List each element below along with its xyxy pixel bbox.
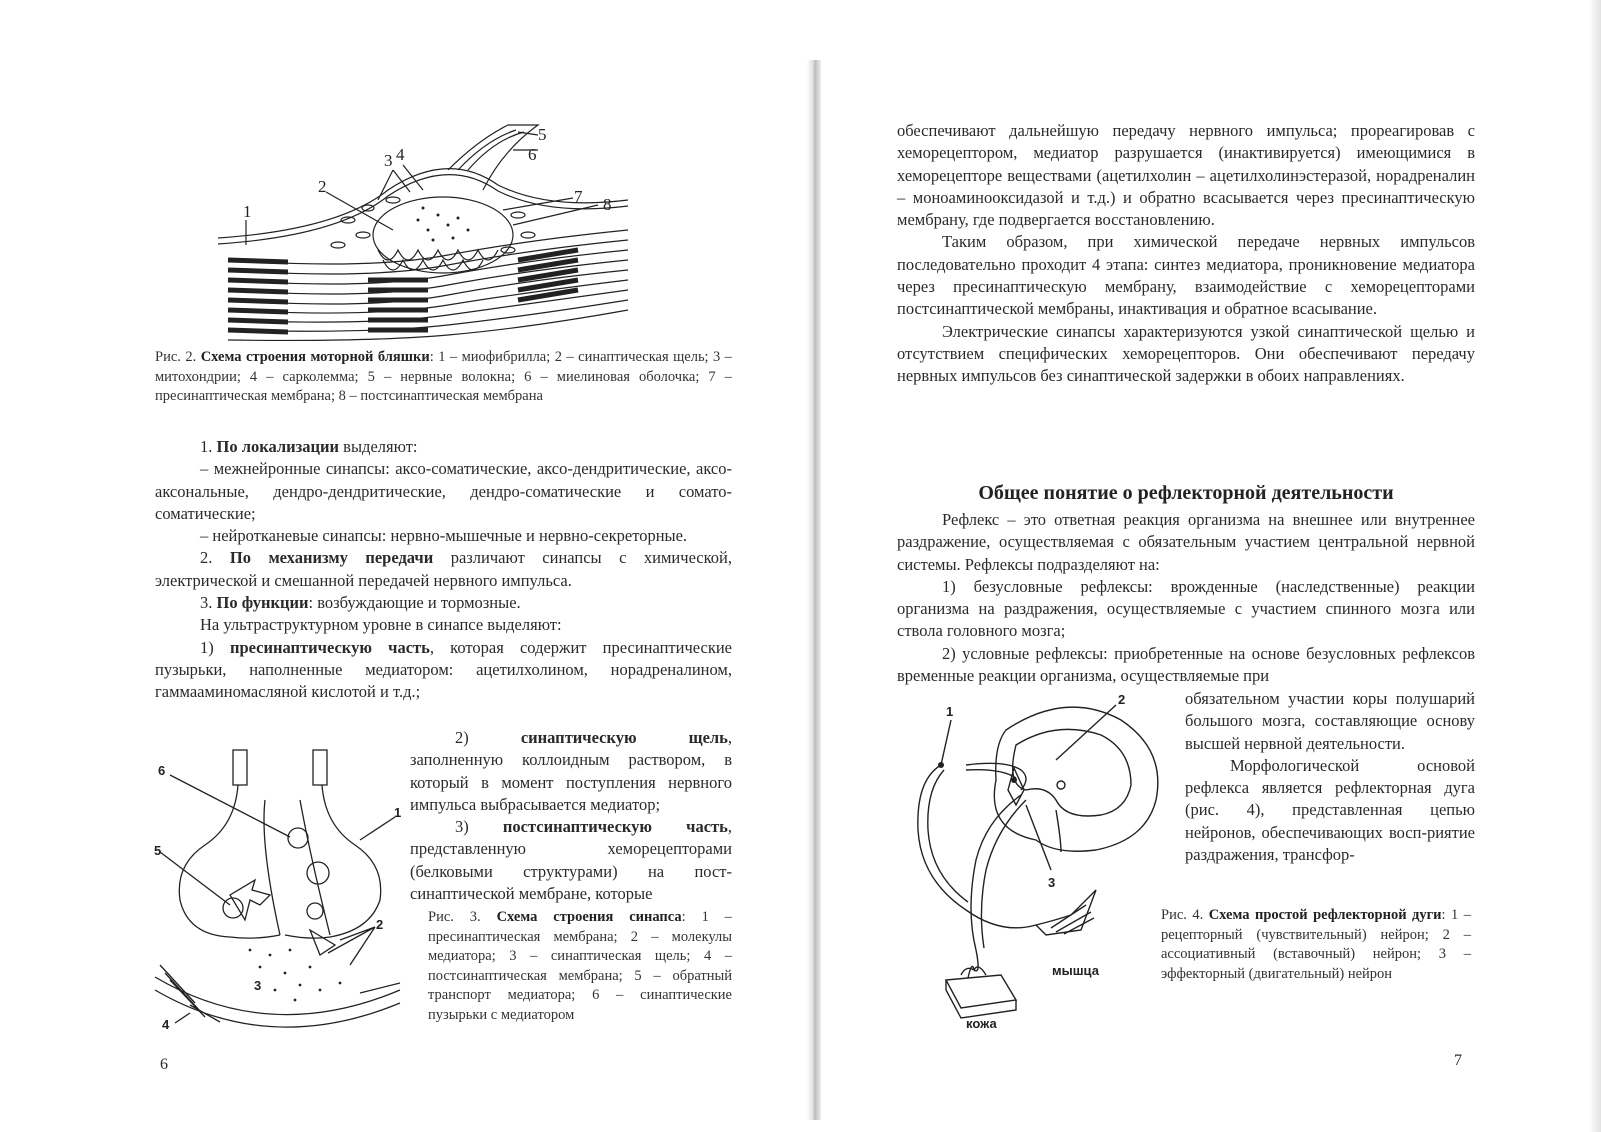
list-number: 1) (200, 637, 230, 657)
fig2-label-5: 5 (538, 125, 547, 144)
fig3-label-1: 1 (394, 805, 402, 820)
list-number: 3. (200, 593, 217, 613)
paragraph: обязательном участии коры полушарий большого мозга, составляющие основу высшей нервной деятельности. (1185, 689, 1475, 753)
paragraph (155, 592, 732, 614)
afferent-path (971, 795, 1021, 971)
fig2-label-4: 4 (396, 145, 405, 164)
section-heading: Общее понятие о рефлекторной деятельности (978, 482, 1394, 504)
paragraph: Рефлекс – это ответная реакция организма на внешнее или внутреннее раздражение, осуществляемая с обязательным участием центральной нервной системы. Рефлексы подразделяют на: (897, 510, 1475, 574)
paragraph (410, 727, 732, 816)
axon-wall-right (313, 750, 327, 785)
figure-3-caption (428, 908, 732, 1025)
paragraph: Таким образом, при химической передаче нервных импульсов последовательно проходит 4 этапа: синтез медиатора, проникновение медиатора через пресинаптическую мембрану, взаимодействие с хеморецепторами постсинаптической мембраны, инактивация и обратное всасывание. (897, 232, 1475, 319)
fig4-label-3: 3 (1048, 875, 1056, 890)
page-number: 7 (1454, 1052, 1462, 1069)
term: пресинаптическую часть (229, 637, 430, 657)
list-number: 2. (200, 548, 230, 568)
left-body-text-wrapped (410, 727, 732, 905)
figure-4-reflex-arc (906, 690, 1166, 1035)
fig3-label-4: 4 (162, 1017, 170, 1032)
paragraph: 2) условные рефлексы: приобретенные на основе безусловных рефлексов временные реакции организма, осуществляемые при (897, 643, 1475, 686)
axon-wall-left (233, 750, 247, 785)
skin-patch (946, 975, 1016, 1008)
fig2-label-6: 6 (528, 145, 537, 164)
reverse-transport-arrow (230, 880, 270, 920)
text-span: выделяют: (339, 437, 418, 456)
paragraph: Электрические синапсы характеризуются узкой синаптической щелью и отсутствием специфических хеморецепторов. Они обеспечивают передачу нервных импульсов без синаптической задержки в обоих направлениях. (897, 321, 1475, 386)
paragraph: обеспечивают дальнейшую передачу нервного импульса; прореагировав с хеморецептором, медиатор разрушается (инактивируется) имеющимися в хеморецепторе веществами (ацетилхолин – ацетилхолинэстеразой, норадреналин – моноаминооксидазой и т.д.) и обратно всасывается через пресинаптическую мембрану, где подвергается восстановлению. (897, 121, 1475, 230)
term: По локализации (216, 437, 340, 456)
term: По функции (216, 593, 309, 613)
right-body-text-top (897, 120, 1475, 388)
motor-plaque-diagram (218, 120, 638, 348)
caption-title: Схема простой рефлекторной дуги (1208, 907, 1442, 923)
fig3-label-2: 2 (376, 917, 384, 932)
term: синаптическую щель (520, 728, 728, 747)
sensory-fibre (918, 765, 1036, 928)
paragraph: – межнейронные синапсы: аксо-соматические, аксо-дендритические, аксо-аксональные, дендро-дендритические, дендро-соматические и сомато-соматические; (155, 459, 732, 523)
myofibril-bands (228, 230, 628, 340)
folded-membrane (378, 250, 498, 260)
text-span: различают синапсы с химической, электрической и смешанной передачей нервного импульса. (155, 548, 733, 590)
fig2-label-2: 2 (318, 177, 327, 196)
caption-prefix: Рис. 2. (155, 349, 201, 365)
figure-2-motor-plaque (218, 120, 638, 348)
paragraph (155, 547, 732, 592)
grey-matter (1013, 729, 1131, 816)
skin-label: кожа (966, 1016, 997, 1031)
text-span: , которая содержит пресинаптические пузырьки, наполненные медиатором: ацетилхолином, норадреналином, гаммааминомасляной кислотой и т.д.; (155, 637, 732, 702)
figure-4-caption (1161, 906, 1471, 984)
fig2-label-7: 7 (574, 187, 583, 206)
caption-prefix: Рис. 4. (1161, 907, 1209, 923)
text-span: : возбуждающие и тормозные. (308, 593, 521, 613)
fig4-label-2: 2 (1118, 692, 1126, 707)
caption-body: : 1 – пресинаптическая мембрана; 2 – молекулы медиатора; 3 – синаптическая щель; 4 – постсинаптическая мембрана; 5 – обратный транспорт медиатора; 6 – синаптические пузырьки с медиатором (428, 909, 732, 1023)
right-body-text-middle (897, 509, 1475, 687)
caption-body: : 1 – миофибрилла; 2 – синаптическая щель; 3 – митохондрии; 4 – сарколемма; 5 – нервные волокна; 6 – миелиновая оболочка; 7 – пресинаптическая мембрана; 8 – постсинаптическая мембрана (155, 349, 733, 404)
postsynaptic-membrane (155, 977, 400, 1015)
text-span: , представленную хеморецепторами (белковыми структурами) на пост-синаптической мембране, которые (410, 817, 732, 904)
right-page (821, 0, 1601, 1132)
book-spine (807, 60, 821, 1120)
list-number: 1. (200, 437, 217, 456)
caption-body: : 1 – рецепторный (чувствительный) нейрон; 2 – ассоциативный (вставочный) нейрон; 3 – эффекторный (двигательный) нейрон (1161, 907, 1471, 982)
reflex-arc-diagram (906, 690, 1166, 1035)
receptor-neuron-body (938, 762, 944, 768)
muscle (1036, 890, 1096, 935)
mitochondria (331, 197, 535, 253)
fig4-label-1: 1 (946, 704, 954, 719)
left-body-text (155, 436, 732, 704)
caption-title: Схема строения синапса (496, 909, 682, 925)
term: По механизму передачи (229, 548, 434, 568)
paragraph (155, 637, 732, 704)
right-body-text-wrapped (1185, 688, 1475, 866)
fig2-label-1: 1 (243, 202, 252, 221)
paragraph: На ультраструктурном уровне в синапсе выделяют: (200, 615, 562, 635)
muscle-label: мышца (1052, 963, 1099, 978)
plaque-body (373, 197, 513, 273)
page-number: 6 (160, 1056, 168, 1073)
fig3-label-6: 6 (158, 763, 166, 778)
fig2-label-8: 8 (603, 195, 612, 214)
figure-2-caption (155, 348, 732, 407)
paragraph (155, 436, 732, 458)
fig3-label-3: 3 (254, 978, 262, 993)
synapse-diagram (150, 745, 405, 1035)
fig2-label-3: 3 (384, 151, 393, 170)
paragraph: 1) безусловные рефлексы: врожденные (наследственные) реакции организма на раздражения, осуществляемые с участием спинного мозга или ствола головного мозга; (897, 576, 1475, 641)
fig3-label-5: 5 (154, 843, 162, 858)
synaptic-vesicle (288, 828, 308, 848)
caption-title: Схема строения моторной бляшки (200, 349, 430, 365)
list-number: 3) (455, 817, 503, 837)
nerve-fibre (448, 125, 538, 190)
term: постсинаптическую часть (502, 817, 728, 837)
caption-prefix: Рис. 3. (428, 909, 497, 925)
list-number: 2) (455, 728, 521, 747)
paragraph (410, 816, 732, 905)
text-span: , заполненную коллоидным раствором, в который в момент поступления нервного импульса выбрасывается медиатор; (410, 728, 733, 814)
paragraph: Морфологической основой рефлекса является рефлекторная дуга (рис. 4), представленная цепью нейронов, обеспечивающих восп-риятие раздражения, трансфор- (1185, 755, 1475, 865)
paragraph: – нейротканевые синапсы: нервно-мышечные и нервно-секреторные. (200, 526, 688, 546)
figure-3-synapse (150, 745, 405, 1035)
